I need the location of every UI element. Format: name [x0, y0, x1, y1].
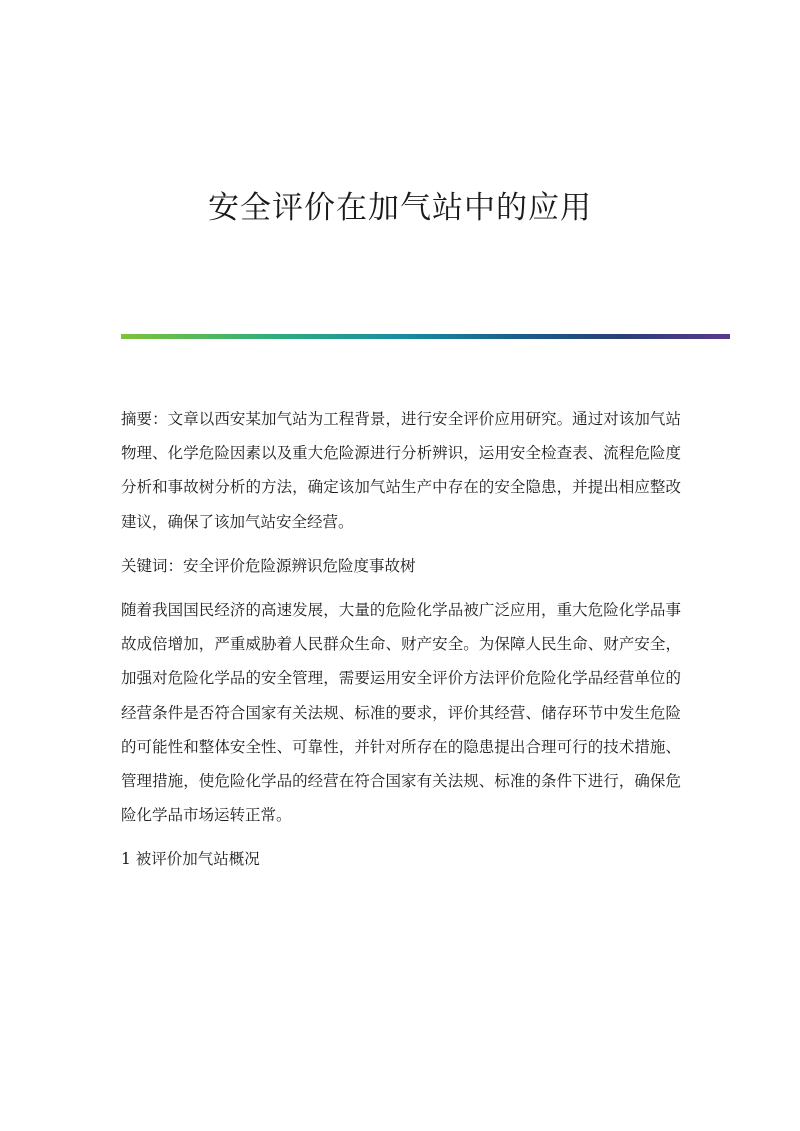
section-heading: 1 被评价加气站概况: [121, 850, 260, 869]
intro-paragraph: 随着我国国民经济的高速发展，大量的危险化学品被广泛应用，重大危险化学品事故成倍增加，严重威胁着人民群众生命、财产安全。为保障人民生命、财产安全，加强对危险化学品的安全管理，需要运用安全评价方法评价危险化学品经营单位的经营条件是否符合国家有关法规、标准的要求，评价其经营、储存环节中发生危险的可能性和整体安全性、可靠性，并针对所存在的隐患提出合理可行的技术措施、管理措施，使危险化学品的经营在符合国家有关法规、标准的条件下进行，确保危险化学品市场运转正常。: [121, 601, 681, 825]
document-body: [121, 402, 681, 877]
abstract-paragraph: 摘要：文章以西安某加气站为工程背景，进行安全评价应用研究。通过对该加气站物理、化学危险因素以及重大危险源进行分析辨识，运用安全检查表、流程危险度分析和事故树分析的方法，确定该加气站生产中存在的安全隐患，并提出相应整改建议，确保了该加气站安全经营。: [121, 410, 681, 531]
keywords-line: 关键词：安全评价危险源辨识危险度事故树: [121, 556, 416, 575]
document-title: 安全评价在加气站中的应用: [208, 190, 592, 226]
title-divider: [121, 334, 730, 339]
